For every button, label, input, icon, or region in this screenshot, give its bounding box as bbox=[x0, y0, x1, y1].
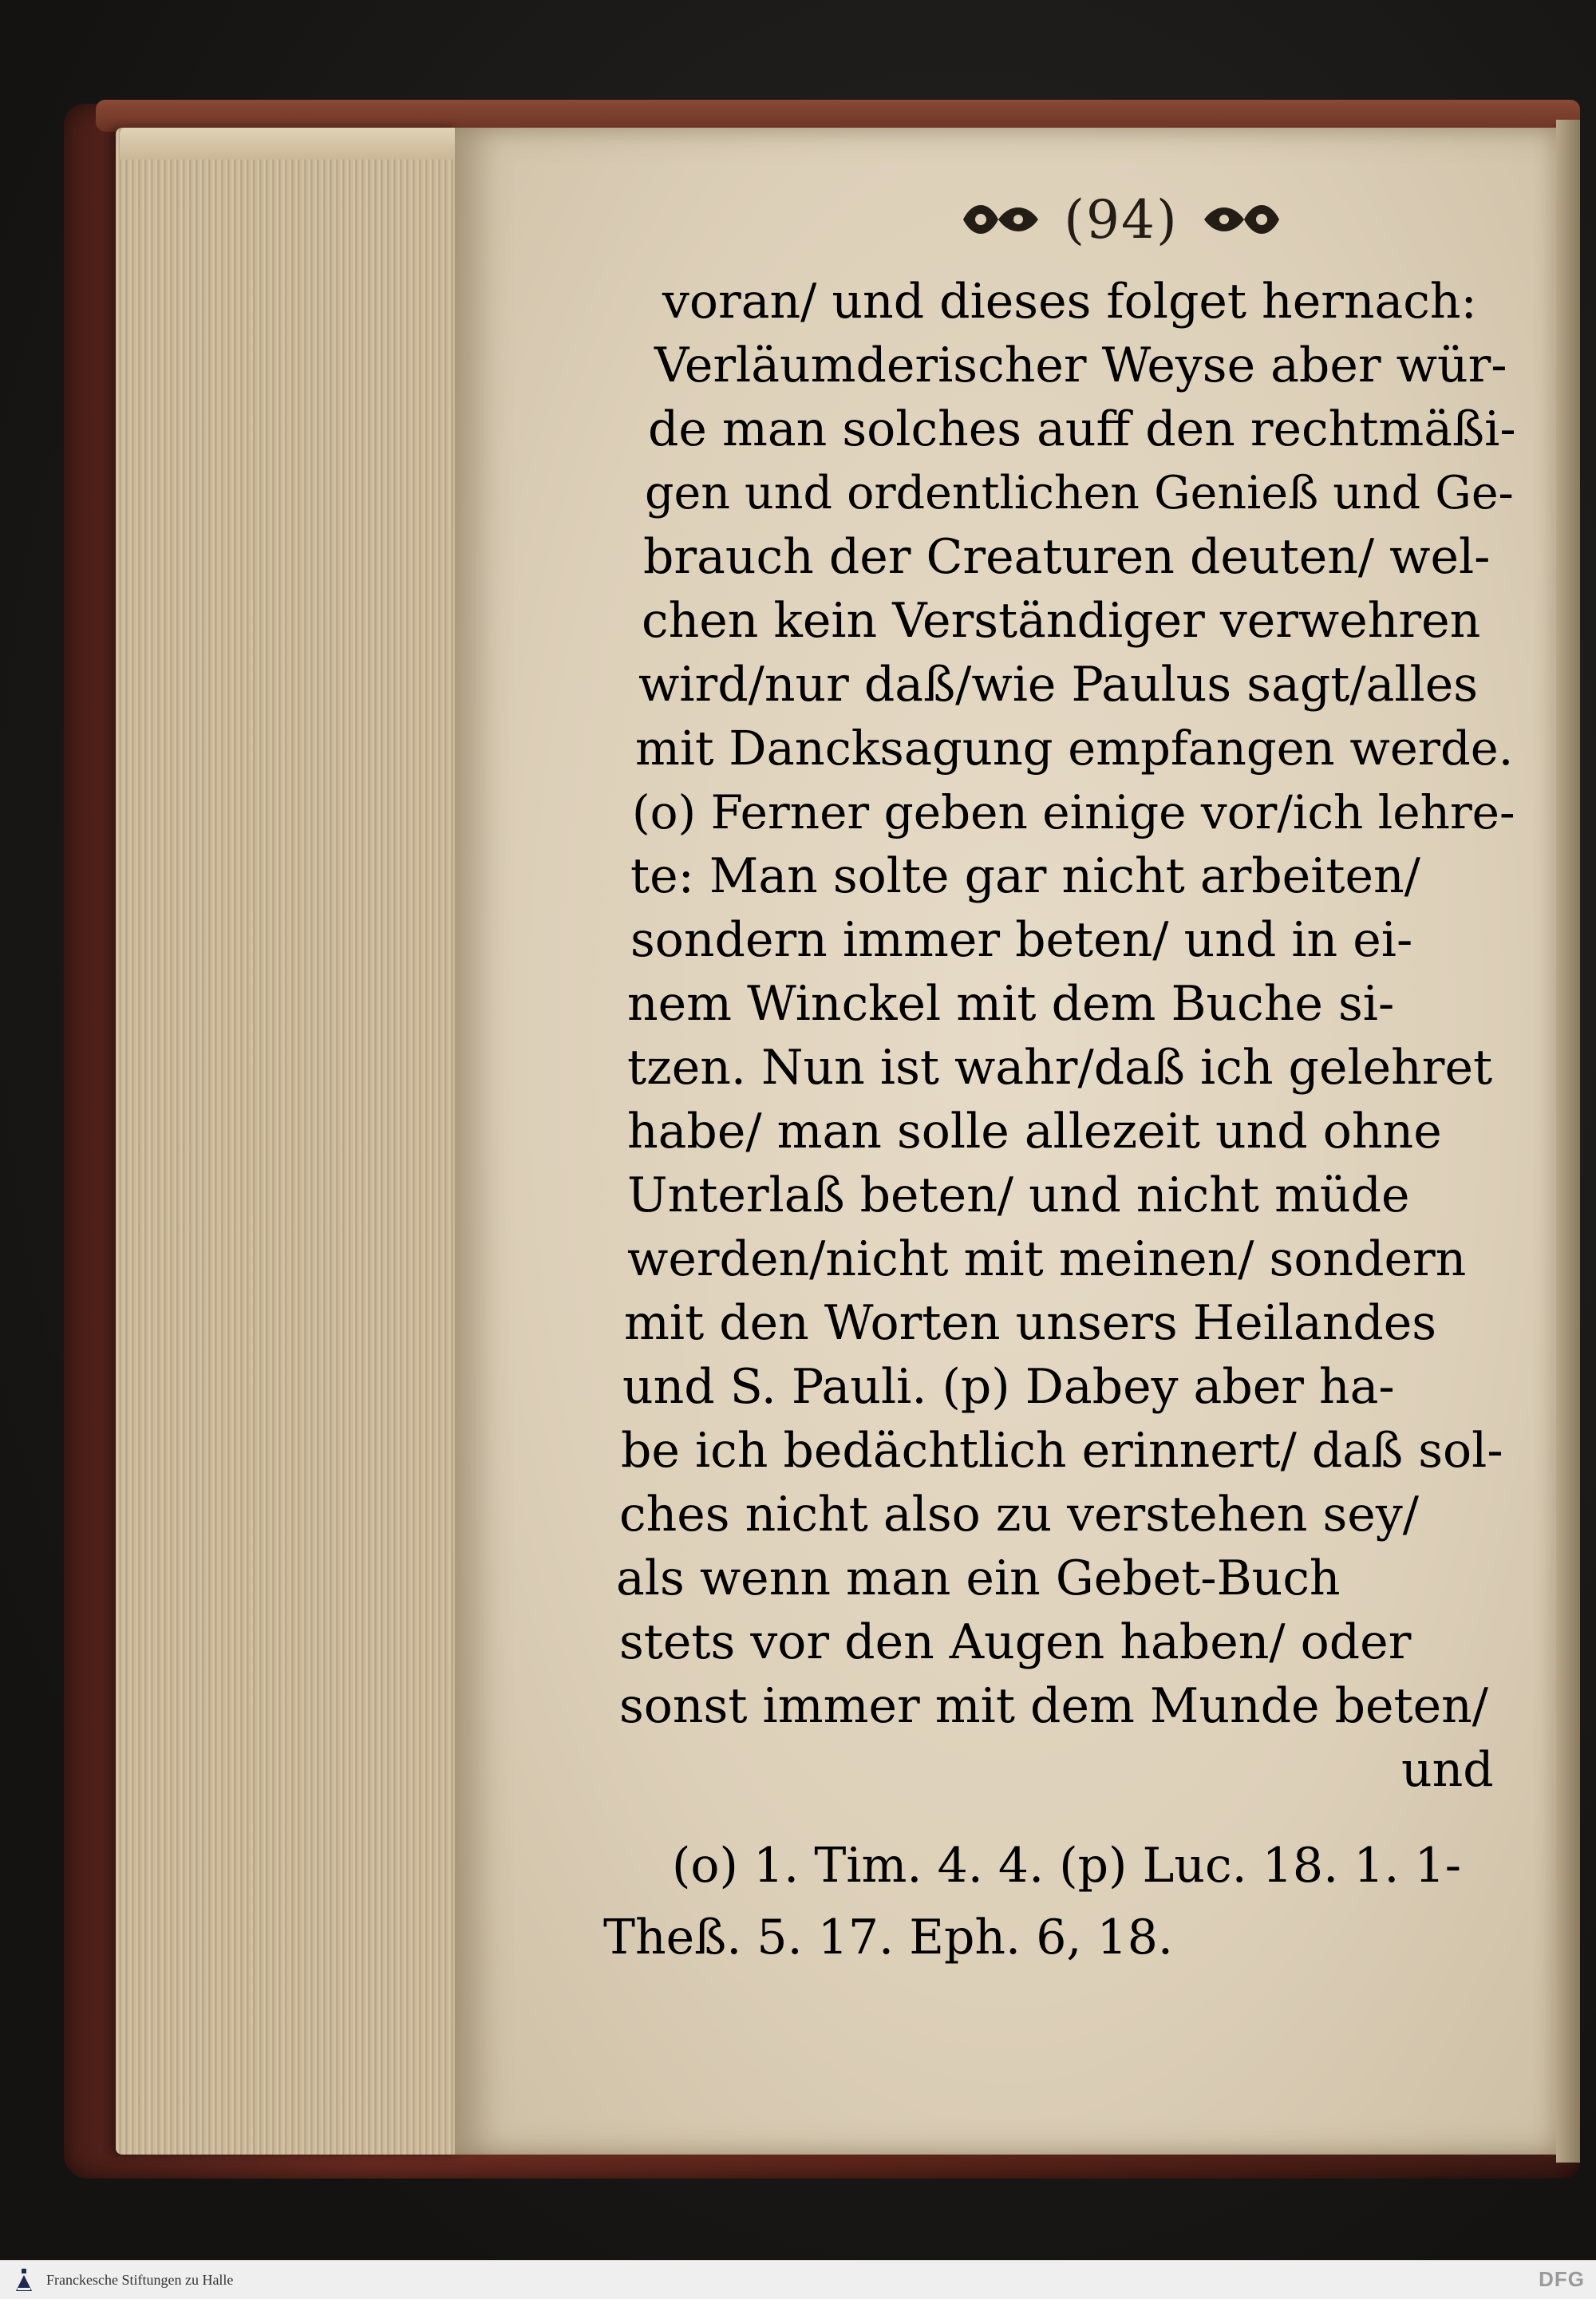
text-line: mit den Worten unsers Heilandes bbox=[624, 1295, 1437, 1351]
text-line: chen kein Verständiger verwehren bbox=[642, 593, 1481, 649]
text-line: und S. Pauli. (p) Dabey aber ha- bbox=[622, 1359, 1395, 1415]
page-header bbox=[934, 185, 1309, 254]
text-line: brauch der Creaturen deuten/ wel- bbox=[643, 529, 1491, 585]
text-line: te: Man solte gar nicht arbeiten/ bbox=[630, 848, 1420, 904]
text-line: nem Winckel mit dem Buche si- bbox=[627, 976, 1395, 1032]
text-line: be ich bedächtlich erinnert/ daß sol- bbox=[621, 1423, 1503, 1479]
catchword: und bbox=[1401, 1742, 1494, 1798]
text-line: tzen. Nun ist wahr/daß ich gelehret bbox=[627, 1040, 1493, 1096]
text-line: voran/ und dieses folget hernach: bbox=[662, 274, 1477, 330]
viewer-footer bbox=[0, 2260, 1596, 2299]
text-line: als wenn man ein Gebet-Buch bbox=[616, 1550, 1341, 1606]
institution-logo-icon bbox=[10, 2265, 38, 2294]
institution-name: Franckesche Stiftungen zu Halle bbox=[46, 2271, 234, 2288]
text-line: stets vor den Augen haben/ oder bbox=[619, 1614, 1412, 1670]
text-line: Unterlaß beten/ und nicht müde bbox=[627, 1167, 1410, 1223]
text-line: (o) Ferner geben einige vor/ich lehre- bbox=[632, 785, 1515, 839]
text-line: gen und ordentlichen Genieß und Ge- bbox=[645, 467, 1514, 519]
text-line: mit Dancksagung empfangen werde. bbox=[635, 721, 1514, 776]
dfg-logo: DFG bbox=[1539, 2267, 1585, 2291]
text-line: Verläumderischer Weyse aber wür- bbox=[654, 338, 1507, 393]
footnote-line: Theß. 5. 17. Eph. 6, 18. bbox=[603, 1910, 1173, 1965]
text-line: sonst immer mit dem Munde beten/ bbox=[619, 1678, 1489, 1734]
left-ornament-icon bbox=[957, 196, 1045, 243]
page-block-edges bbox=[116, 128, 459, 2155]
text-line: wird/nur daß/wie Paulus sagt/alles bbox=[638, 657, 1479, 713]
text-line: werden/nicht mit meinen/ sondern bbox=[627, 1231, 1467, 1287]
footnote-line: (o) 1. Tim. 4. 4. (p) Luc. 18. 1. 1- bbox=[672, 1838, 1462, 1894]
page-right-edge bbox=[1556, 120, 1580, 2163]
right-ornament-icon bbox=[1198, 196, 1286, 243]
text-line: habe/ man solle allezeit und ohne bbox=[627, 1104, 1442, 1159]
page-number: (94) bbox=[1064, 188, 1179, 251]
text-line: sondern immer beten/ und in ei- bbox=[630, 912, 1413, 968]
page-block-top bbox=[120, 128, 463, 160]
text-line: de man solches auff den rechtmäßi- bbox=[648, 401, 1516, 457]
text-line: ches nicht also zu verstehen sey/ bbox=[619, 1487, 1419, 1543]
book-cover-top-edge bbox=[96, 100, 1580, 132]
